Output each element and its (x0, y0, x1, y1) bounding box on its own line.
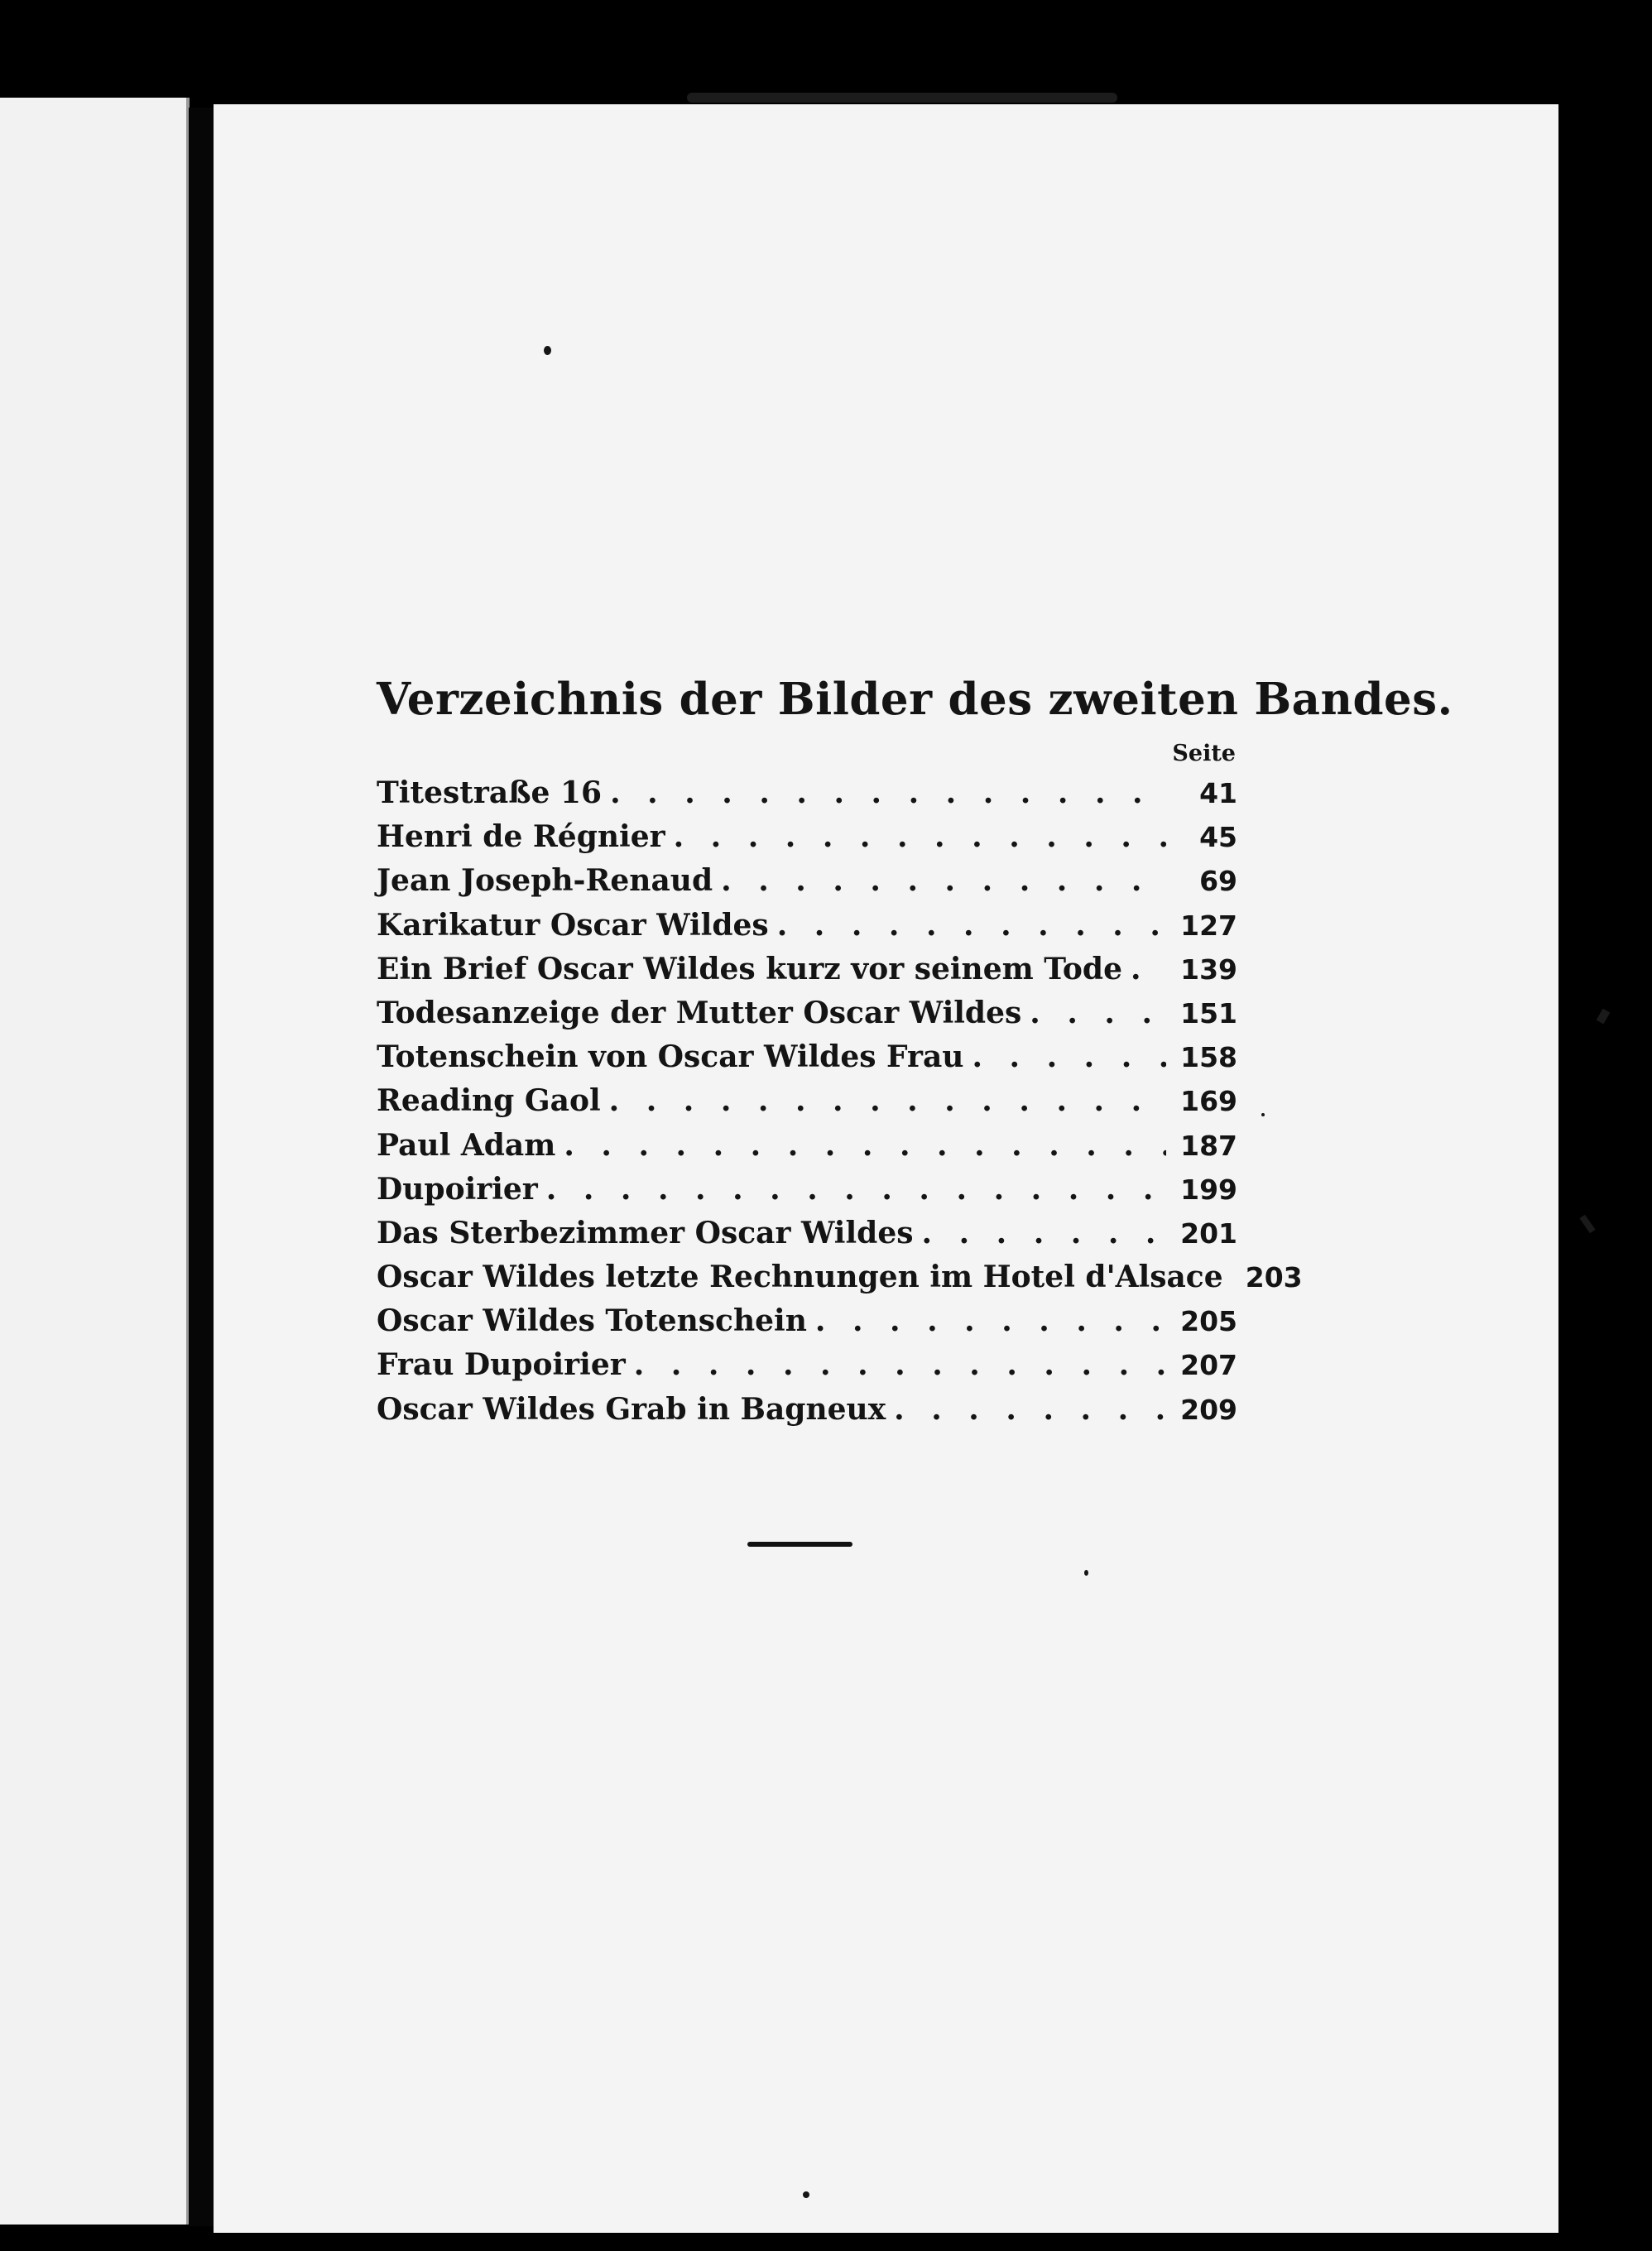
toc-entry-label: Oscar Wildes Totenschein (377, 1303, 807, 1339)
dot-leader (922, 1212, 1167, 1255)
toc-entry-label: Das Sterbezimmer Oscar Wildes (377, 1215, 914, 1250)
toc-entry-label: Oscar Wildes letzte Rechnungen im Hotel d'Alsace (377, 1260, 1223, 1295)
toc-entry-page: 201 (1180, 1217, 1237, 1250)
page-title: Verzeichnis der Bilder des zweiten Bandes. (377, 674, 1453, 725)
toc-entry-page: 169 (1180, 1085, 1237, 1118)
dot-leader (634, 1343, 1166, 1387)
dot-leader (546, 1168, 1166, 1212)
toc-entry-label: Henri de Régnier (377, 819, 665, 855)
ink-speck (544, 346, 551, 355)
toc-entry-label: Frau Dupoirier (377, 1347, 626, 1383)
toc-entry-page: 158 (1180, 1041, 1237, 1074)
ink-speck (1261, 1113, 1265, 1116)
dot-leader (1030, 991, 1166, 1035)
toc-entry-page: 151 (1180, 996, 1237, 1030)
dot-leader (972, 1035, 1166, 1079)
toc-entry-page: 139 (1180, 953, 1237, 986)
toc-entry (377, 815, 1237, 859)
toc-entry-label: Dupoirier (377, 1171, 538, 1207)
margin-mark (1597, 1009, 1611, 1025)
toc-entry (377, 1212, 1237, 1255)
toc-entry (377, 1343, 1237, 1387)
toc-entry-label: Totenschein von Oscar Wildes Frau (377, 1039, 964, 1075)
toc-entry-page: 203 (1245, 1261, 1303, 1294)
facing-page-edge (0, 98, 190, 2225)
margin-mark (1579, 1215, 1595, 1234)
dot-leader (777, 904, 1166, 948)
scan-edge-smudge (687, 93, 1117, 103)
dot-leader (721, 859, 1166, 903)
ink-speck (1084, 1570, 1088, 1576)
toc-entry-label: Oscar Wildes Grab in Bagneux (377, 1391, 886, 1427)
toc-entry-label: Todesanzeige der Mutter Oscar Wildes (377, 995, 1022, 1030)
toc-entry-page: 41 (1199, 777, 1237, 809)
toc-entry-page: 209 (1180, 1393, 1237, 1426)
toc-entry (377, 1168, 1237, 1212)
table-of-illustrations (377, 662, 1453, 1432)
closing-rule (747, 1542, 852, 1547)
toc-entry-page: 69 (1199, 865, 1237, 898)
toc-entry (377, 859, 1237, 903)
dot-leader (610, 771, 1166, 815)
book-spine (189, 108, 214, 2226)
dot-leader (674, 815, 1166, 859)
toc-entry (377, 771, 1237, 815)
toc-entry (377, 1388, 1237, 1432)
page-column-header: Seite (1172, 741, 1236, 766)
dot-leader (1131, 948, 1166, 991)
dot-leader (609, 1079, 1166, 1123)
toc-entry (377, 1035, 1237, 1079)
ink-speck (803, 2191, 809, 2198)
toc-entry-label: Reading Gaol (377, 1083, 601, 1119)
toc-entry (377, 1079, 1237, 1123)
toc-entry-label: Jean Joseph-Renaud (377, 863, 713, 899)
toc-list (377, 771, 1303, 1432)
toc-entry-label: Ein Brief Oscar Wildes kurz vor seinem Tode (377, 951, 1123, 986)
toc-entry (377, 904, 1237, 948)
toc-entry-page: 199 (1180, 1173, 1237, 1206)
dot-leader (564, 1124, 1166, 1168)
toc-entry-label: Paul Adam (377, 1127, 556, 1163)
toc-entry-page: 187 (1180, 1129, 1237, 1162)
toc-entry-page: 207 (1180, 1349, 1237, 1382)
toc-entry-page: 45 (1199, 821, 1237, 854)
toc-entry (377, 948, 1237, 991)
toc-entry-page: 127 (1180, 909, 1237, 942)
toc-entry (377, 1299, 1237, 1343)
dot-leader (894, 1388, 1166, 1432)
dot-leader (815, 1299, 1166, 1343)
toc-entry (377, 991, 1237, 1035)
toc-entry-label: Karikatur Oscar Wildes (377, 907, 769, 943)
toc-entry-page: 205 (1180, 1305, 1237, 1338)
toc-entry (377, 1124, 1237, 1168)
toc-entry-label: Titestraße 16 (377, 775, 603, 810)
toc-entry (377, 1255, 1303, 1299)
